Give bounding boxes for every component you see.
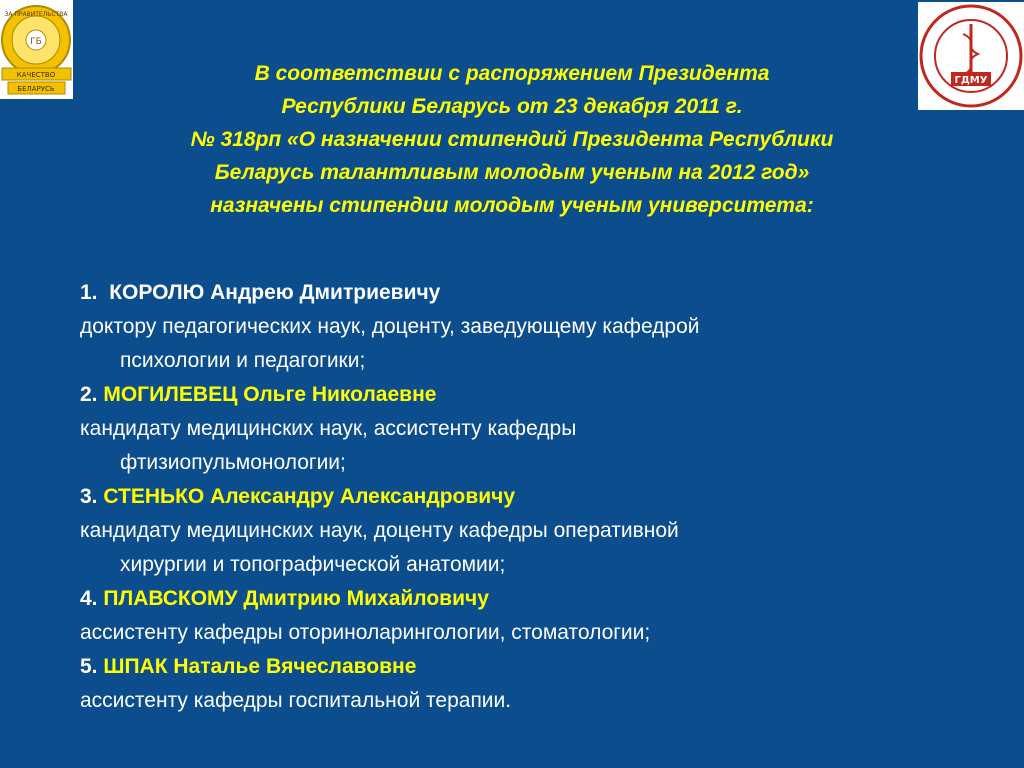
recipient-position: ассистенту кафедры оториноларингологии, стоматологии; <box>80 621 651 644</box>
recipient-name <box>80 378 980 412</box>
recipient-name <box>80 650 980 684</box>
title-line: назначены стипендии молодым ученым университета: <box>210 194 814 217</box>
svg-text:ЗА ПРАВИТЕЛЬСТВА: ЗА ПРАВИТЕЛЬСТВА <box>4 11 68 18</box>
item-number: 4. <box>80 587 104 610</box>
recipient-position-cont: фтизиопульмонологии; <box>120 451 346 474</box>
recipient-name-text: МОГИЛЕВЕЦ Ольге Николаевне <box>103 383 437 406</box>
recipient-name <box>80 480 980 514</box>
title-line: В соответствии с распоряжением Президента <box>254 62 770 85</box>
list-item <box>80 582 980 650</box>
list-item <box>80 650 980 718</box>
item-number: 2. <box>80 383 104 406</box>
list-item <box>80 480 980 582</box>
svg-text:ГДМУ: ГДМУ <box>954 75 988 86</box>
title-line: Республики Беларусь от 23 декабря 2011 г. <box>281 95 743 118</box>
recipient-name <box>80 582 980 616</box>
item-number: 1. <box>80 281 110 304</box>
list-item <box>80 378 980 480</box>
recipient-position-cont: хирургии и топографической анатомии; <box>120 553 506 576</box>
recipient-position: ассистенту кафедры госпитальной терапии. <box>80 689 512 712</box>
recipient-name <box>80 276 980 310</box>
title-line: № 318рп «О назначении стипендий Президента Республики <box>190 128 834 151</box>
svg-text:ГБ: ГБ <box>30 37 42 47</box>
recipient-name-text: ШПАК Наталье Вячеславовне <box>103 655 417 678</box>
recipient-name-text: КОРОЛЮ Андрею Дмитриевичу <box>109 281 441 304</box>
svg-text:БЕЛАРУСЬ: БЕЛАРУСЬ <box>17 85 55 93</box>
page-title <box>40 57 984 222</box>
list-item <box>80 276 980 378</box>
scholarship-recipient-list <box>80 276 980 718</box>
recipient-name-text: ПЛАВСКОМУ Дмитрию Михайловичу <box>103 587 489 610</box>
recipient-position: кандидату медицинских наук, доценту кафедры оперативной <box>80 519 679 542</box>
recipient-position-cont: психологии и педагогики; <box>120 349 366 372</box>
title-line: Беларусь талантливым молодым ученым на 2012 год» <box>214 161 810 184</box>
svg-text:КАЧЕСТВО: КАЧЕСТВО <box>16 71 56 79</box>
recipient-position: доктору педагогических наук, доценту, заведующему кафедрой <box>80 315 700 338</box>
item-number: 3. <box>80 485 104 508</box>
item-number: 5. <box>80 655 104 678</box>
recipient-name-text: СТЕНЬКО Александру Александровичу <box>103 485 516 508</box>
recipient-position: кандидату медицинских наук, ассистенту кафедры <box>80 417 577 440</box>
